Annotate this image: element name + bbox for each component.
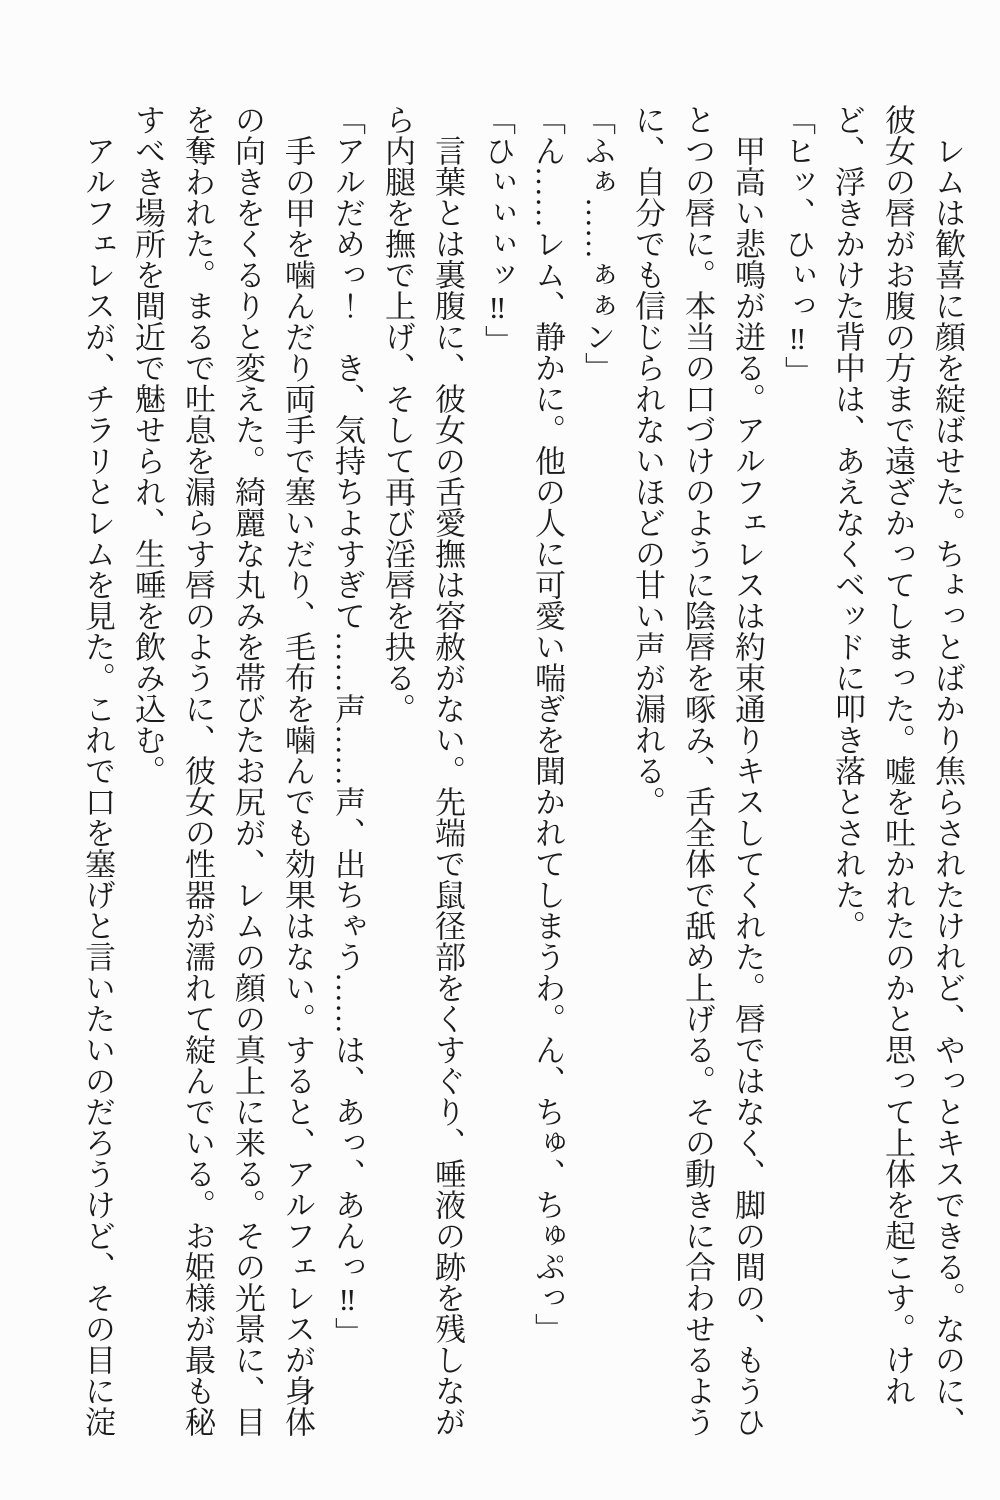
dialogue-line: 「ふぁ……ぁぁン」 xyxy=(580,104,615,383)
paragraph-narration: 甲高い悲鳴が迸る。アルフェレスは約束通りキスしてくれた。唇ではなく、脚の間の、もうひとつの唇に。本当の口づけのように陰唇を啄み、舌全体で舐め上げる。その動きに合わせるように、自分でも信じられないほどの甘い声が漏れる。 xyxy=(630,104,765,1437)
paragraph-narration: 手の甲を噛んだり両手で塞いだり、毛布を噛んでも効果はない。すると、アルフェレスが身体の向きをくるりと変えた。綺麗な丸みを帯びたお尻が、レムの顔の真上に来る。その光景に、目を奪われた。まるで吐息を漏らす唇のように、彼女の性器が濡れて綻んでいる。お姫様が最も秘すべき場所を間近で魅せられ、生唾を飲み込む。 xyxy=(130,104,315,1437)
dialogue-line: 「ひぃぃぃッ‼」 xyxy=(480,104,515,356)
paragraph-narration: レムは歓喜に顔を綻ばせた。ちょっとばかり焦らされたけれど、やっとキスできる。なのに、彼女の唇がお腹の方まで遠ざかってしまった。嘘を吐かれたのかと思って上体を起こす。けれど、浮きかけた背中は、あえなくベッドに叩き落とされた。 xyxy=(830,104,965,1437)
dialogue-line: 「ん……レム、静かに。他の人に可愛い喘ぎを聞かれてしまうわ。ん、ちゅ、ちゅぷっ」 xyxy=(530,104,565,1344)
vertical-text-block xyxy=(72,104,972,1437)
dialogue-line: 「アルだめっ！ き、気持ちよすぎて……声……声、出ちゃう……は、あっ、あんっ‼」 xyxy=(330,104,365,1348)
dialogue-line: 「ヒッ、ひぃっ‼」 xyxy=(780,104,815,387)
paragraph-narration: アルフェレスが、チラリとレムを見た。これで口を塞げと言いたいのだろうけど、その目に淀 xyxy=(80,104,115,1437)
paragraph-narration: 言葉とは裏腹に、彼女の舌愛撫は容赦がない。先端で鼠径部をくすぐり、唾液の跡を残しながら内腿を撫で上げ、そして再び淫唇を抉る。 xyxy=(380,104,465,1437)
